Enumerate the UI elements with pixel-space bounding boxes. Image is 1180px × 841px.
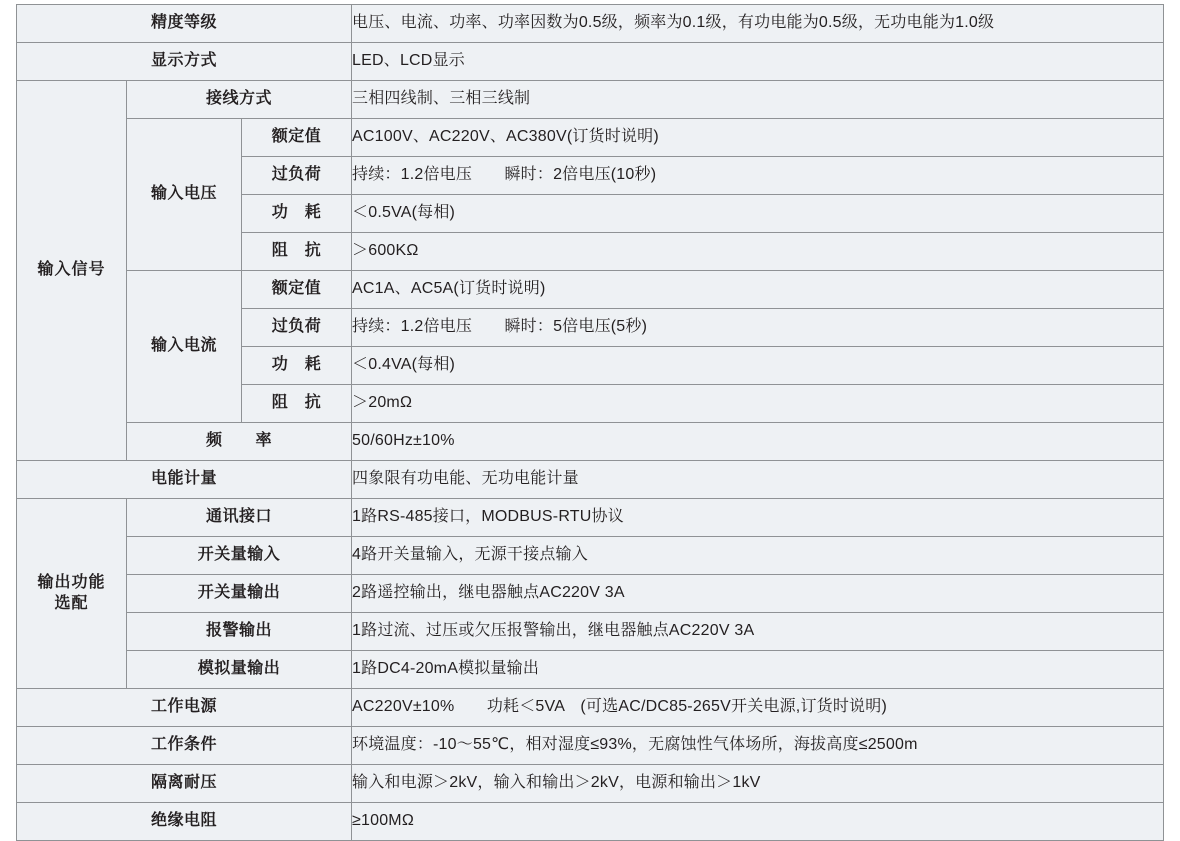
row-value-current-overload: 持续：1.2倍电压 瞬时：5倍电压(5秒) [352, 309, 1164, 347]
table-row [17, 765, 1164, 803]
row-label-current-impedance: 阻 抗 [242, 385, 352, 423]
group-label-output-function [17, 499, 127, 689]
row-label-power-supply: 工作电源 [17, 689, 352, 727]
table-row [17, 537, 1164, 575]
subgroup-label-input-current: 输入电流 [127, 271, 242, 423]
row-value-alarm-output: 1路过流、过压或欠压报警输出，继电器触点AC220V 3A [352, 613, 1164, 651]
row-value-display: LED、LCD显示 [352, 43, 1164, 81]
row-value-energy-metering: 四象限有功电能、无功电能计量 [352, 461, 1164, 499]
table-row [17, 727, 1164, 765]
row-label-accuracy: 精度等级 [17, 5, 352, 43]
row-value-voltage-consumption: ＜0.5VA(每相) [352, 195, 1164, 233]
row-label-digital-input: 开关量输入 [127, 537, 352, 575]
row-label-digital-output: 开关量输出 [127, 575, 352, 613]
row-value-accuracy: 电压、电流、功率、功率因数为0.5级，频率为0.1级，有功电能为0.5级，无功电能为1.0级 [352, 5, 1164, 43]
row-value-insulation-resistance: ≥100MΩ [352, 803, 1164, 841]
table-row [17, 119, 1164, 157]
row-value-frequency: 50/60Hz±10% [352, 423, 1164, 461]
row-value-voltage-overload: 持续：1.2倍电压 瞬时：2倍电压(10秒) [352, 157, 1164, 195]
row-label-voltage-overload: 过负荷 [242, 157, 352, 195]
row-value-current-rated: AC1A、AC5A(订货时说明) [352, 271, 1164, 309]
table-row [17, 689, 1164, 727]
row-label-comm-interface: 通讯接口 [127, 499, 352, 537]
table-row [17, 613, 1164, 651]
row-value-analog-output: 1路DC4-20mA模拟量输出 [352, 651, 1164, 689]
group-label-output-function-line2: 选配 [54, 594, 89, 612]
table-row [17, 499, 1164, 537]
row-label-current-consumption: 功 耗 [242, 347, 352, 385]
row-value-power-supply: AC220V±10% 功耗＜5VA (可选AC/DC85-265V开关电源,订货时说明) [352, 689, 1164, 727]
subgroup-label-input-voltage: 输入电压 [127, 119, 242, 271]
table-row [17, 461, 1164, 499]
row-label-current-overload: 过负荷 [242, 309, 352, 347]
row-value-working-conditions: 环境温度：-10～55℃，相对湿度≤93%，无腐蚀性气体场所，海拔高度≤2500m [352, 727, 1164, 765]
row-label-alarm-output: 报警输出 [127, 613, 352, 651]
row-label-voltage-rated: 额定值 [242, 119, 352, 157]
row-value-wiring: 三相四线制、三相三线制 [352, 81, 1164, 119]
table-row [17, 575, 1164, 613]
table-row [17, 81, 1164, 119]
row-label-voltage-impedance: 阻 抗 [242, 233, 352, 271]
row-label-insulation-resistance: 绝缘电阻 [17, 803, 352, 841]
row-label-display: 显示方式 [17, 43, 352, 81]
row-label-voltage-consumption: 功 耗 [242, 195, 352, 233]
table-row [17, 803, 1164, 841]
group-label-output-function-line1: 输出功能 [37, 573, 106, 591]
row-label-wiring: 接线方式 [127, 81, 352, 119]
row-value-voltage-impedance: ＞600KΩ [352, 233, 1164, 271]
row-label-working-conditions: 工作条件 [17, 727, 352, 765]
row-value-comm-interface: 1路RS-485接口，MODBUS-RTU协议 [352, 499, 1164, 537]
table-row [17, 651, 1164, 689]
row-label-energy-metering: 电能计量 [17, 461, 352, 499]
row-value-current-impedance: ＞20mΩ [352, 385, 1164, 423]
row-value-current-consumption: ＜0.4VA(每相) [352, 347, 1164, 385]
row-label-frequency: 频 率 [127, 423, 352, 461]
table-row [17, 423, 1164, 461]
row-value-voltage-rated: AC100V、AC220V、AC380V(订货时说明) [352, 119, 1164, 157]
specification-table [16, 4, 1164, 841]
row-label-current-rated: 额定值 [242, 271, 352, 309]
row-label-isolation-voltage: 隔离耐压 [17, 765, 352, 803]
table-row [17, 271, 1164, 309]
table-row [17, 5, 1164, 43]
group-label-input-signal: 输入信号 [17, 81, 127, 461]
row-value-digital-output: 2路遥控输出，继电器触点AC220V 3A [352, 575, 1164, 613]
row-value-isolation-voltage: 输入和电源＞2kV，输入和输出＞2kV，电源和输出＞1kV [352, 765, 1164, 803]
row-label-analog-output: 模拟量输出 [127, 651, 352, 689]
row-value-digital-input: 4路开关量输入，无源干接点输入 [352, 537, 1164, 575]
table-row [17, 43, 1164, 81]
